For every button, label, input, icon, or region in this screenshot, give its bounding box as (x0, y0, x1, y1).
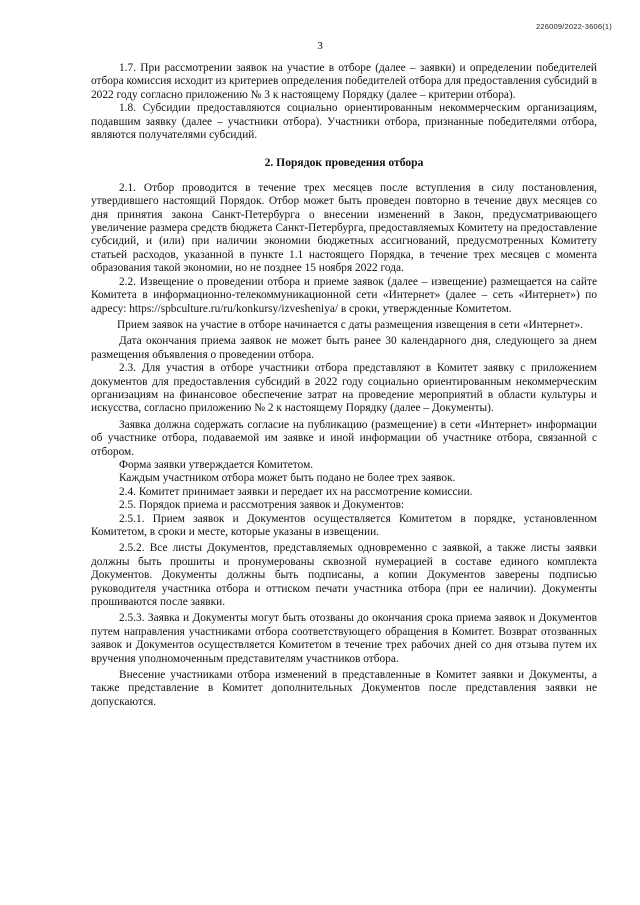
paragraph-2-2-deadline: Дата окончания приема заявок не может быть ранее 30 календарного дня, следующего за днем размещения объявления о проведении отбора. (91, 335, 597, 361)
paragraph-2-3: 2.3. Для участия в отборе участники отбора представляют в Комитет заявку с приложением документов для предоставления субсидий в 2022 году социально ориентированным некоммерческим организациям на финансовое обеспечение затрат на проведение мероприятий в области культуры и искусства, согласно приложению № 2 к настоящему Порядку (далее – Документы). (91, 362, 597, 415)
paragraph-2-1: 2.1. Отбор проводится в течение трех месяцев после вступления в силу постановления, утвердившего настоящий Порядок. Отбор может быть проведен повторно в течение двух месяцев со дня принятия закона Санкт-Петербурга о внесении изменений в Закон, предусматривающего увеличение размера средств бюджета Санкт-Петербурга, предоставляемых Комитету на предоставление субсидий, и (или) при наличии экономии бюджетных ассигнований, предусмотренных Комитету статьей расходов, указанной в пункте 1.1 настоящего Порядка, в течение трех месяцев с момента образования такой экономии, но не позднее 15 ноября 2022 года. (91, 181, 597, 275)
paragraph-2-5: 2.5. Порядок приема и рассмотрения заявок и Документов: (119, 499, 405, 512)
paragraph-2-3-consent: Заявка должна содержать согласие на публикацию (размещение) в сети «Интернет» информации об участнике отбора, подаваемой им заявке и иной информации об участнике отбора, связанной с отбором. (91, 418, 597, 458)
document-body (91, 62, 597, 709)
paragraph-2-5-1: 2.5.1. Прием заявок и Документов осуществляется Комитетом в порядке, установленном Комитетом, в сроки и месте, которые указаны в извещении. (91, 512, 597, 538)
paragraph-2-2-start: Прием заявок на участие в отборе начинается с даты размещения извещения в сети «Интернет». (117, 318, 583, 331)
page-number: 3 (317, 40, 323, 52)
paragraph-2-2: 2.2. Извещение о проведении отбора и приеме заявок (далее – извещение) размещается на сайте Комитета в информационно-телекоммуникационной сети «Интернет» (далее – сеть «Интернет») по адресу: https://spbculture.ru/ru/konkursy/izvesheniya/ в сроки, утвержденные Комитетом. (91, 275, 597, 315)
paragraph-1-7: 1.7. При рассмотрении заявок на участие в отборе (далее – заявки) и определении победителей отбора комиссия исходит из критериев определения победителей отбора для предоставления субсидий в 2022 году согласно приложению № 3 к настоящему Порядку (далее – критерии отбора). (91, 62, 597, 101)
paragraph-2-5-3: 2.5.3. Заявка и Документы могут быть отозваны до окончания срока приема заявок и Документов путем направления участниками отбора соответствующего обращения в Комитет. Возврат отозванных заявок и Документов осуществляется Комитетом в течение трех рабочих дней со дня отзыва путем их вручения уполномоченным представителям участников отбора. (91, 612, 597, 665)
paragraph-2-4: 2.4. Комитет принимает заявки и передает их на рассмотрение комиссии. (119, 485, 473, 498)
paragraph-2-5-3-changes: Внесение участниками отбора изменений в представленные в Комитет заявки и Документы, а также представление в Комитет дополнительных Документов после представления заявки не допускаются. (91, 669, 597, 708)
paragraph-1-8: 1.8. Субсидии предоставляются социально ориентированным некоммерческим организациям, подавшим заявку (далее – участники отбора). Участники отбора, признанные победителями отбора, являются получателями субсидий. (91, 102, 597, 142)
paragraph-2-3-form: Форма заявки утверждается Комитетом. (119, 458, 314, 471)
section-heading: 2. Порядок проведения отбора (264, 156, 424, 170)
document-id: 226009/2022-3606(1) (536, 22, 612, 31)
paragraph-2-5-2: 2.5.2. Все листы Документов, представляемых одновременно с заявкой, а также листы заявки должны быть прошиты и пронумерованы сквозной нумерацией в составе единого комплекта Документов. Документы должны быть подписаны, а копии Документов заверены подписью руководителя участника отбора и оттиском печати участника отбора (при ее наличии). Документы прошиваются после заявки. (91, 542, 597, 609)
paragraph-2-3-limit: Каждым участником отбора может быть подано не более трех заявок. (119, 472, 456, 485)
